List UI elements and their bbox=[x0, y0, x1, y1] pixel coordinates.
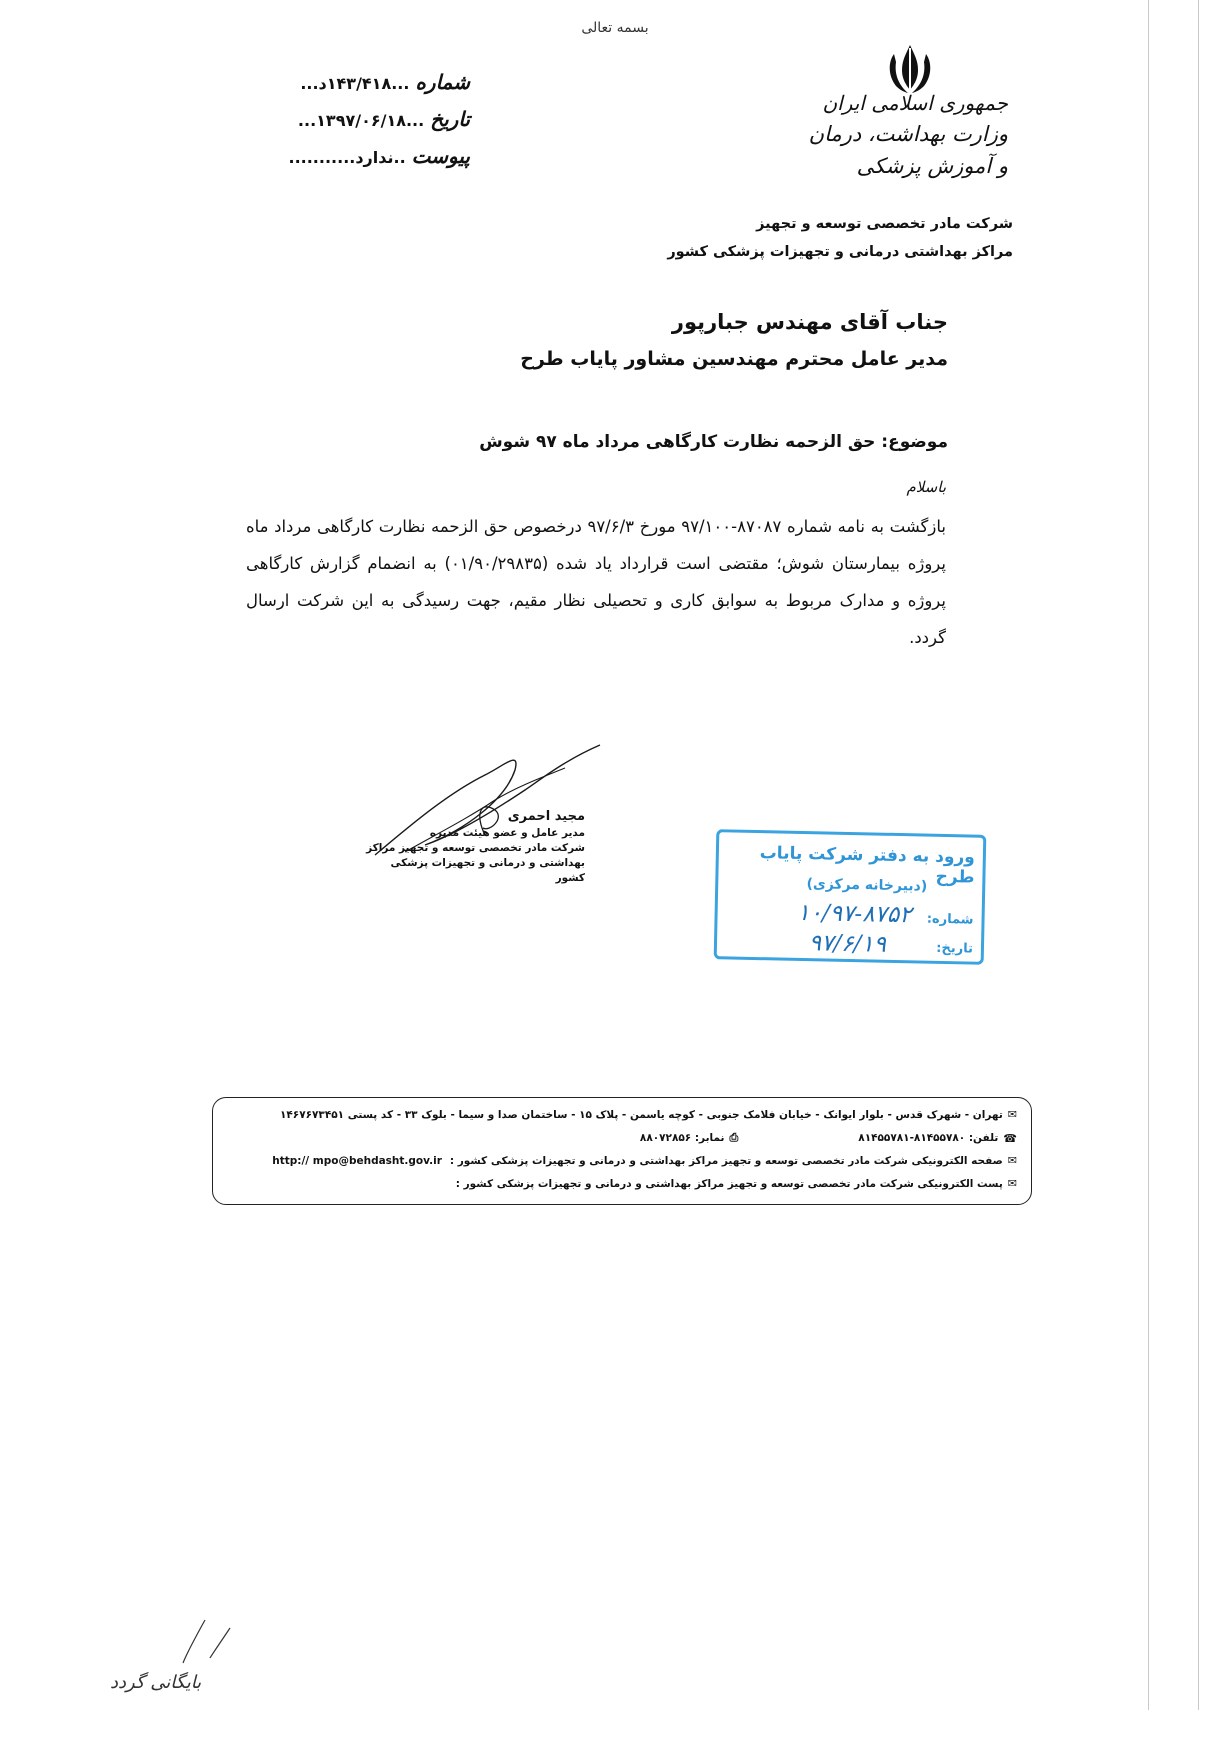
stamp-number-value: ۱۰/۹۷-۸۷۵۲ bbox=[797, 899, 912, 929]
recipient-title: مدیر عامل محترم مهندسین مشاور پایاب طرح bbox=[520, 348, 948, 370]
envelope-icon: ✉ bbox=[1007, 1177, 1017, 1190]
country-name: جمهوری اسلامی ایران bbox=[822, 91, 1008, 115]
greeting: باسلام bbox=[906, 478, 946, 496]
footer-email-row bbox=[227, 1177, 1017, 1190]
scan-edge-line bbox=[1148, 0, 1149, 1710]
subject-line: موضوع: حق الزحمه نظارت کارگاهی مرداد ماه ۹۷ شوش bbox=[479, 432, 948, 452]
reference-attachment-row bbox=[265, 144, 470, 181]
stamp-subtitle: (دبیرخانه مرکزی) bbox=[806, 876, 928, 895]
reference-number-row bbox=[265, 70, 470, 107]
letter-body: بازگشت به نامه شماره ۸۷۰۸۷-۹۷/۱۰۰ مورخ ۹۷/۶/۳ درخصوص حق الزحمه نظارت کارگاهی مرداد ماه پروژه بیمارستان شوش؛ مقتضی است قرارداد یاد شده (۰۱/۹۰/۲۹۸۳۵) به انضمام گزارش کارگاهی پروژه و مدارک مربوط به سوابق کاری و تحصیلی نظار مقیم، جهت رسیدگی به این شرکت ارسال گردد. bbox=[246, 517, 946, 647]
footer-address-row bbox=[227, 1108, 1017, 1121]
recipient-name: جناب آقای مهندس جبارپور bbox=[671, 310, 948, 334]
company-name-line2: مراکز بهداشتی درمانی و تجهیزات پزشکی کشور bbox=[667, 244, 1013, 260]
envelope-icon: ✉ bbox=[1007, 1154, 1017, 1167]
ministry-name: وزارت بهداشت، درمان و آموزش پزشکی bbox=[808, 122, 1008, 178]
iran-emblem-icon bbox=[880, 40, 940, 95]
stamp-number-label: شماره: bbox=[926, 911, 974, 928]
invocation-text: بسمه تعالی bbox=[581, 20, 649, 36]
stamp-date-label: تاریخ: bbox=[936, 940, 974, 957]
scan-edge-line bbox=[1198, 0, 1199, 1710]
ministry-block bbox=[808, 88, 1008, 182]
footer-website-row bbox=[227, 1154, 1017, 1167]
signer-block bbox=[365, 808, 585, 886]
reference-number-label: شماره bbox=[415, 70, 470, 94]
footer-phone: تلفن: ۸۱۴۵۵۷۸۰-۸۱۴۵۵۷۸۱ bbox=[858, 1132, 999, 1144]
reference-number-value: ...۱۴۳/۴۱۸د... bbox=[300, 74, 410, 93]
company-name-line1: شرکت مادر تخصصی توسعه و تجهیز bbox=[756, 216, 1013, 232]
handwritten-note: بایگانی گردد bbox=[110, 1672, 202, 1693]
footer-email-label: پست الکترونیکی شرکت مادر تخصصی توسعه و تجهیز مراکز بهداشتی و درمانی و تجهیزات پزشکی کشور : bbox=[455, 1177, 1003, 1190]
footer-contact-row bbox=[227, 1131, 1017, 1145]
stamp-date-value: ۹۷/۶/۱۹ bbox=[808, 930, 887, 958]
reference-attachment-label: پیوست bbox=[411, 144, 470, 168]
footer-address: تهران - شهرک قدس - بلوار ایوانک - خیابان فلامک جنوبی - کوچه یاسمن - پلاک ۱۵ - ساختمان صدا و سیما - بلوک ۳۳ - کد پستی ۱۴۶۷۶۷۳۴۵۱ bbox=[279, 1108, 1003, 1121]
signer-name: مجید احمری bbox=[507, 809, 585, 824]
signer-position-line3: بهداشتی و درمانی و تجهیزات پزشکی کشور bbox=[390, 857, 585, 884]
recipient-block bbox=[448, 304, 948, 378]
reference-date-value: ...۱۳۹۷/۰۶/۱۸... bbox=[297, 111, 425, 130]
reference-date-label: تاریخ bbox=[430, 107, 470, 131]
envelope-icon: ✉ bbox=[1007, 1108, 1017, 1121]
reference-attachment-value: ..ندارد........... bbox=[288, 148, 406, 167]
handwritten-note-strokes bbox=[95, 1618, 255, 1708]
reference-block bbox=[265, 70, 470, 181]
footer-website-label: صفحه الکترونیکی شرکت مادر تخصصی توسعه و تجهیز مراکز بهداشتی و درمانی و تجهیزات پزشکی کشور : bbox=[449, 1154, 1003, 1167]
phone-icon: ☎ bbox=[1003, 1131, 1017, 1145]
received-stamp bbox=[714, 829, 987, 965]
footer-box bbox=[212, 1097, 1032, 1205]
reference-date-row bbox=[265, 107, 470, 144]
footer-website-link[interactable]: http:// mpo@behdasht.gov.ir bbox=[272, 1154, 442, 1167]
fax-icon: ⎙ bbox=[729, 1131, 739, 1144]
footer-fax: نمابر: ۸۸۰۷۲۸۵۶ bbox=[639, 1132, 725, 1144]
company-block bbox=[593, 210, 1013, 266]
stamp-title: ورود به دفتر شرکت پایاب طرح bbox=[759, 843, 976, 888]
signer-position-line2: شرکت مادر تخصصی توسعه و تجهیز مراکز bbox=[366, 842, 585, 854]
signer-position-line1: مدیر عامل و عضو هیئت مدیره bbox=[429, 827, 585, 839]
